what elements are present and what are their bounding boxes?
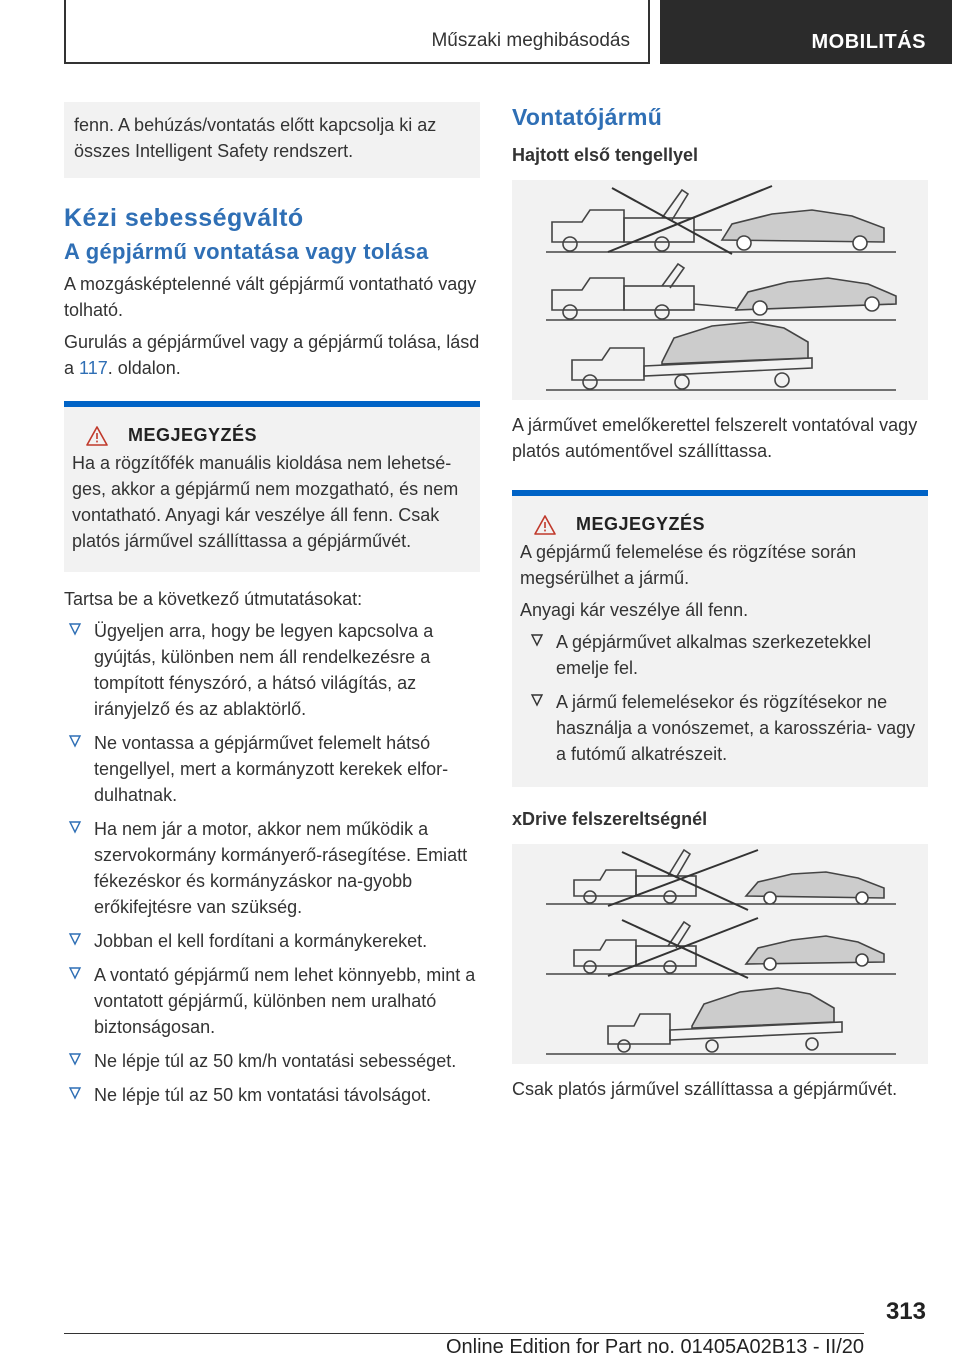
- bullet-triangle-icon: [68, 622, 82, 638]
- note-box-right: [512, 490, 928, 787]
- header-chapter-tab: [660, 0, 952, 64]
- header-section-title: Műszaki meghibásodás: [431, 30, 630, 51]
- warning-icon: [534, 515, 556, 535]
- bullet-triangle-icon: [68, 820, 82, 836]
- list-item: [64, 928, 480, 954]
- subheading-xdrive: xDrive felszereltségnél: [512, 809, 708, 829]
- page-link-117[interactable]: 117: [79, 358, 108, 378]
- note-text-1: A gépjármű felemelése és rögzítése során megsérülhet a jármű.: [520, 542, 857, 588]
- bullet-triangle-icon: [68, 1052, 82, 1068]
- note-header: [72, 425, 472, 446]
- towing-methods-figure: [512, 180, 928, 400]
- list-item: [64, 1082, 480, 1108]
- list-item: [64, 1048, 480, 1074]
- list-item: [520, 689, 920, 767]
- list-item-text: Ha nem jár a motor, akkor nem működik a szervokormány kormányerő-rásegítése. Emiatt fékezéskor és kormányzáskor na-gyobb erőkifejtésre van szükség.: [94, 819, 468, 917]
- bullet-triangle-icon: [68, 932, 82, 948]
- bullet-triangle-icon: [68, 734, 82, 750]
- chapter-tab-label: MOBILITÁS: [811, 31, 926, 53]
- instructions-intro: Tartsa be a következő útmutatásokat:: [64, 589, 363, 609]
- bullet-triangle-icon: [530, 693, 544, 709]
- paragraph-towable: A mozgásképtelenné vált gépjármű vontatható vagy tolható.: [64, 274, 477, 320]
- left-column: [64, 102, 480, 1116]
- list-item: [64, 730, 480, 808]
- bullet-triangle-icon: [530, 633, 544, 649]
- list-item-text: Ne lépje túl az 50 km vontatási távolságot.: [94, 1085, 432, 1105]
- towing-illustration-front-drive: [512, 180, 928, 400]
- right-column: [512, 102, 928, 1102]
- warning-icon: [86, 426, 108, 446]
- caption-front-drive: A járművet emelőkerettel felszerelt vontatóval vagy platós autómentővel szállíttassa.: [512, 415, 918, 461]
- rolling-text: Gurulás a gépjárművel vagy a gépjármű tolása, lásd a: [64, 332, 480, 378]
- list-item: [520, 629, 920, 681]
- note-text: Ha a rögzítőfék manuális kioldása nem lehetsé-ges, akkor a gépjármű nem mozgatható, és nem vontatható. Anyagi kár veszélye áll fenn. Csak platós járművel szállíttassa a gépjárművét.: [72, 453, 459, 551]
- footer-divider: [64, 1333, 864, 1334]
- list-item: [64, 816, 480, 920]
- note-title: MEGJEGYZÉS: [576, 514, 706, 534]
- list-item-text: Ne lépje túl az 50 km/h vontatási sebességet.: [94, 1051, 457, 1071]
- paragraph-rolling: [64, 329, 480, 381]
- note-title: MEGJEGYZÉS: [128, 425, 258, 445]
- heading-manual-gearbox: Kézi sebességváltó: [64, 204, 304, 232]
- heading-tow-vehicle: Vontatójármű: [512, 104, 663, 130]
- note-text-2: Anyagi kár veszélye áll fenn.: [520, 600, 749, 620]
- note-box-left: [64, 401, 480, 572]
- note-header: [520, 514, 920, 535]
- note-list: [520, 629, 920, 767]
- bullet-triangle-icon: [68, 1086, 82, 1102]
- list-item: [64, 618, 480, 722]
- caption-xdrive: Csak platós járművel szállíttassa a gépjárművét.: [512, 1079, 898, 1099]
- rolling-text-end: . oldalon.: [107, 358, 181, 378]
- subheading-front-axle: Hajtott első tengellyel: [512, 145, 699, 165]
- list-item-text: Jobban el kell fordítani a kormánykereket.: [94, 931, 428, 951]
- list-item-text: A jármű felemelésekor és rögzítésekor ne használja a vonószemet, a karosszéria- vagy a futómű alkatrészeit.: [556, 692, 916, 764]
- list-item-text: A vontató gépjármű nem lehet könnyebb, mint a vontatott gépjármű, különben nem uralható biztonságosan.: [94, 965, 476, 1037]
- instructions-list: [64, 618, 480, 1108]
- list-item-text: A gépjárművet alkalmas szerkezetekkel emelje fel.: [556, 632, 872, 678]
- towing-xdrive-figure: [512, 844, 928, 1064]
- list-item-text: Ne vontassa a gépjárművet felemelt hátsó tengellyel, mert a kormányzott kerekek elfor-dulhatnak.: [94, 733, 449, 805]
- page-number: 313: [885, 1298, 926, 1325]
- bullet-triangle-icon: [68, 966, 82, 982]
- towing-illustration-xdrive: [512, 844, 928, 1064]
- list-item-text: Ügyeljen arra, hogy be legyen kapcsolva a gyújtás, különben nem áll rendelkezésre a tompított fényszóró, a hátsó világítás, az irányjelző és az ablaktörlő.: [94, 621, 434, 719]
- edition-info: Online Edition for Part no. 01405A02B13 - II/20: [445, 1336, 864, 1358]
- heading-towing-pushing: A gépjármű vontatása vagy tolása: [64, 239, 429, 264]
- list-item: [64, 962, 480, 1040]
- intro-box: [64, 102, 480, 178]
- intro-text: fenn. A behúzás/vontatás előtt kapcsolja ki az összes Intelligent Safety rendszert.: [74, 115, 437, 161]
